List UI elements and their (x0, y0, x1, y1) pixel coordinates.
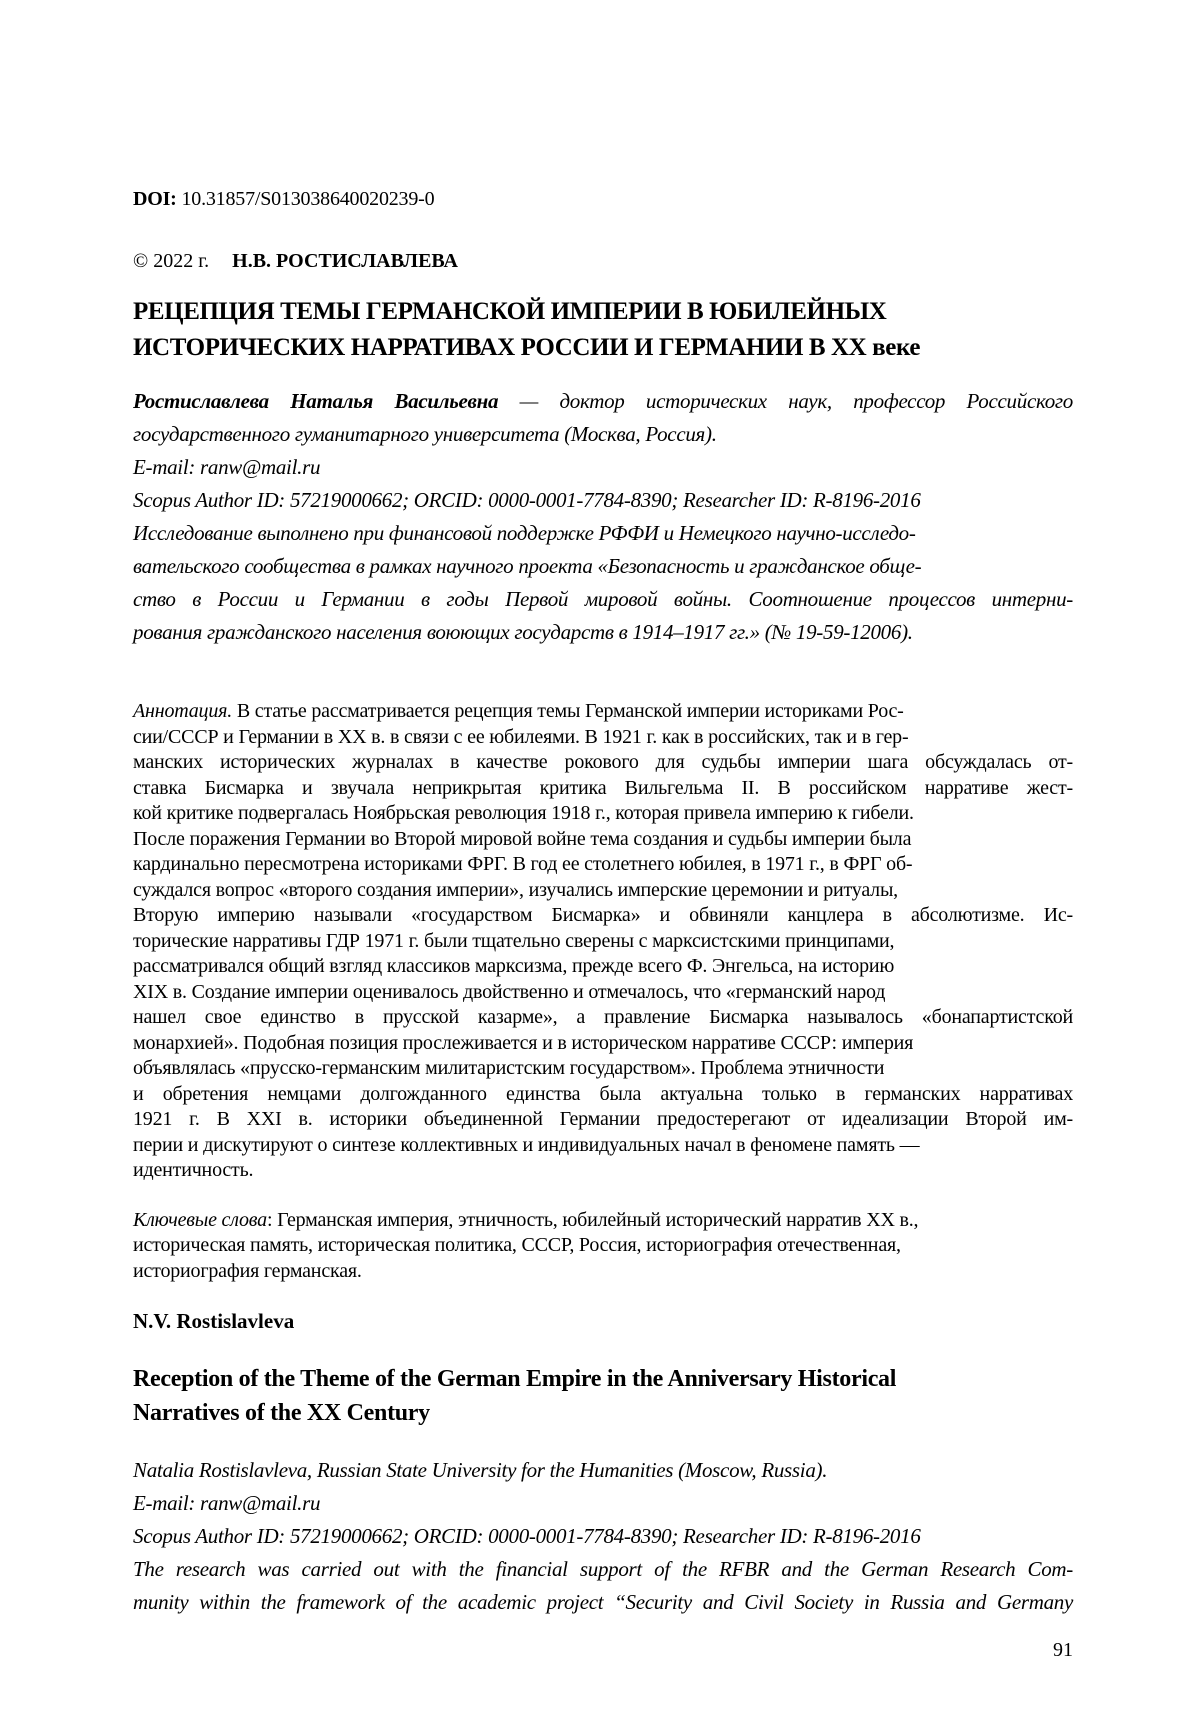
text-line: сии/СССР и Германии в XX в. в связи с ее юбилеями. В 1921 г. как в российских, так и в гер- (133, 725, 909, 748)
keywords-label: Ключевые слова (133, 1208, 267, 1231)
text-line: и обретения немцами долгожданного единства была актуальна только в германских нарративах (133, 1082, 1073, 1105)
text-line: ство в России и Германии в годы Первой мировой войны. Соотношение процессов интерни- (133, 587, 1073, 611)
doi-label: DOI: (133, 188, 177, 210)
text-line: суждался вопрос «второго создания империи», изучались имперские церемонии и ритуалы, (133, 878, 898, 901)
author-name-caps: Н.В. РОСТИСЛАВЛЕВА (232, 250, 458, 272)
text-line: торические нарративы ГДР 1971 г. были тщательно сверены с марксистскими принципами, (133, 929, 895, 952)
keywords-line-1 (133, 1208, 1073, 1234)
keywords-lines (133, 1233, 1073, 1284)
author-info-en (133, 1454, 1073, 1619)
abstract-line-1 (133, 699, 1073, 725)
text-line: Исследование выполнено при финансовой поддержке РФФИ и Немецкого научно-исследо- (133, 521, 916, 545)
page-number: 91 (1053, 1639, 1073, 1661)
text-line: рования гражданского населения воюющих государств в 1914–1917 гг.» (№ 19-59-12006). (133, 620, 913, 644)
text-line: кой критике подвергалась Ноябрьская революция 1918 г., которая привела империю к гибели. (133, 802, 914, 824)
text-line: манских исторических журналах в качестве рокового для судьбы империи шага обсуждалась от- (133, 751, 1073, 773)
doi-value: 10.31857/S013038640020239-0 (181, 188, 435, 210)
text-line: вательского сообщества в рамках научного проекта «Безопасность и гражданское обще- (133, 554, 922, 578)
text-line: E-mail: ranw@mail.ru (133, 1491, 321, 1515)
copyright-year: © 2022 г. (133, 250, 210, 272)
text-line: После поражения Германии во Второй мировой войне тема создания и судьбы империи была (133, 827, 912, 850)
article-title-ru (133, 294, 1073, 366)
author-line-1 (133, 385, 1073, 418)
text-line: Reception of the Theme of the German Empire in the Anniversary Historical (133, 1366, 897, 1392)
article-title-en (133, 1362, 1073, 1430)
author-info-ru-lines (133, 418, 1073, 649)
text-line: монархией». Подобная позиция прослеживается и в историческом нарративе СССР: империя (133, 1031, 914, 1054)
text-line: ИСТОРИЧЕСКИХ НАРРАТИВАХ РОССИИ И ГЕРМАНИИ В XX веке (133, 334, 921, 361)
text-line: Вторую империю называли «государством Бисмарка» и обвиняли канцлера в абсолютизме. Ис- (133, 904, 1073, 926)
text-line: перии и дискутируют о синтезе коллективных и индивидуальных начал в феномене память — (133, 1133, 920, 1156)
copyright-line (133, 248, 1073, 274)
text-line: историография германская. (133, 1259, 362, 1282)
text-line: Natalia Rostislavleva, Russian State University for the Humanities (Moscow, Russia). (133, 1458, 828, 1482)
author-heading-en: N.V. Rostislavleva (133, 1309, 295, 1333)
text-line: 1921 г. В XXI в. историки объединенной Германии предостерегают от идеализации Второй им- (133, 1108, 1073, 1130)
abstract-label: Аннотация. (133, 700, 233, 722)
text-line: нашел свое единство в прусской казарме», а правление Бисмарка называлось «бонапартистской (133, 1006, 1073, 1028)
text-line: историческая память, историческая политика, СССР, Россия, историография отечественная, (133, 1234, 901, 1256)
doi-line (133, 186, 1073, 212)
author-degree-text: — доктор исторических наук, профессор Российского (498, 389, 1073, 413)
text-line: Scopus Author ID: 57219000662; ORCID: 0000-0001-7784-8390; Researcher ID: R-8196-2016 (133, 1524, 921, 1548)
page-content (133, 0, 1073, 1662)
text-line: объявлялась «прусско-германским милитаристским государством». Проблема этничности (133, 1057, 885, 1079)
keywords-first-line-text: : Германская империя, этничность, юбилейный исторический нарратив XX в., (266, 1208, 919, 1231)
text-line: munity within the framework of the academic project “Security and Civil Society in Russia and Germany (133, 1590, 1073, 1614)
text-line: Scopus Author ID: 57219000662; ORCID: 0000-0001-7784-8390; Researcher ID: R-8196-2016 (133, 488, 921, 512)
text-line: идентичность. (133, 1159, 254, 1181)
text-line: ставка Бисмарка и звучала неприкрытая критика Вильгельма II. В российском нарративе жест- (133, 776, 1073, 799)
abstract-first-line-text: В статье рассматривается рецепция темы Германской империи историками Рос- (232, 700, 904, 722)
text-line: The research was carried out with the financial support of the RFBR and the German Research Com- (133, 1557, 1073, 1581)
author-name-bold: Ростиславлева Наталья Васильевна (133, 389, 499, 413)
author-info-ru (133, 385, 1073, 649)
text-line: РЕЦЕПЦИЯ ТЕМЫ ГЕРМАНСКОЙ ИМПЕРИИ В ЮБИЛЕЙНЫХ (133, 298, 887, 325)
text-line: E-mail: ranw@mail.ru (133, 455, 321, 479)
abstract-ru (133, 699, 1073, 1184)
text-line: государственного гуманитарного университета (Москва, Россия). (133, 422, 717, 446)
abstract-lines (133, 725, 1073, 1184)
keywords-ru (133, 1208, 1073, 1285)
text-line: кардинально пересмотрена историками ФРГ. В год ее столетнего юбилея, в 1971 г., в ФРГ об- (133, 853, 913, 875)
text-line: рассматривался общий взгляд классиков марксизма, прежде всего Ф. Энгельса, на историю (133, 955, 895, 977)
text-line: XIX в. Создание империи оценивалось двойственно и отмечалось, что «германский народ (133, 980, 886, 1003)
text-line: Narratives of the XX Century (133, 1400, 430, 1426)
